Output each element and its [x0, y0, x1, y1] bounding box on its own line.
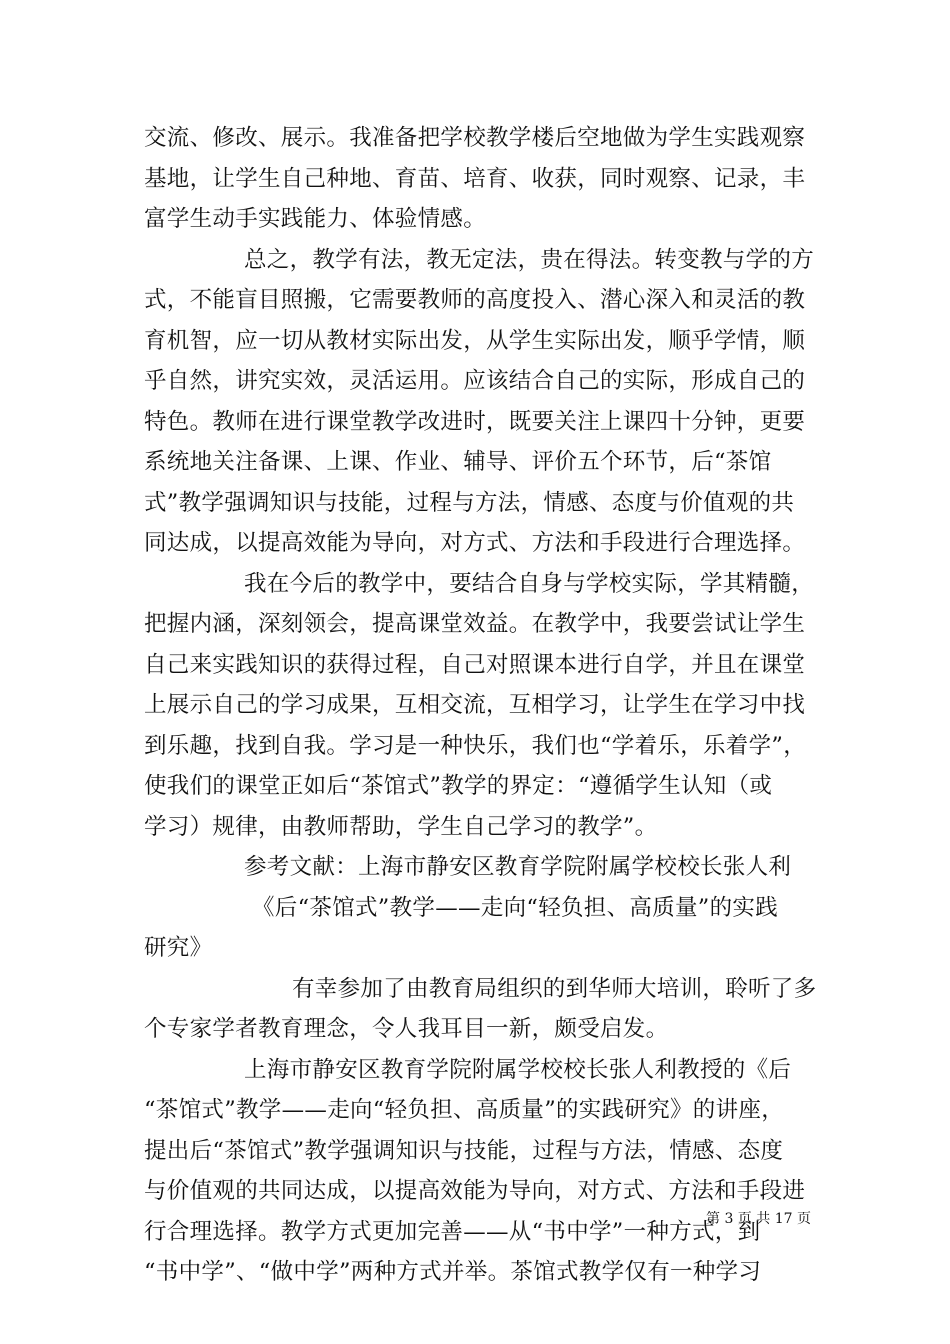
reference-line: 研究》	[144, 935, 213, 961]
text-line: “茶馆式”教学——走向“轻负担、高质量”的实践研究》的讲座，	[144, 1097, 785, 1123]
text-line: 乎自然，讲究实效，灵活运用。应该结合自己的实际，形成自己的	[144, 368, 806, 394]
text-line: 式，不能盲目照搬，它需要教师的高度投入、潜心深入和灵活的教	[144, 287, 806, 313]
page-number: 第 3 页 共 17 页	[706, 1211, 811, 1227]
text-line: 育机智，应一切从教材实际出发，从学生实际出发，顺乎学情，顺	[144, 327, 806, 354]
paragraph-practice-base	[144, 118, 810, 240]
document-body	[144, 118, 817, 1293]
text-line: 把握内涵，深刻领会，提高课堂效益。在教学中，我要尝试让学生	[144, 611, 806, 637]
paragraph-training	[144, 969, 817, 1050]
paragraph-lecture	[144, 1050, 810, 1293]
text-line: 富学生动手实践能力、体验情感。	[144, 206, 487, 232]
text-line: 学习）规律，由教师帮助，学生自己学习的教学”。	[144, 813, 658, 840]
reference-line: 《后“茶馆式”教学——走向“轻负担、高质量”的实践	[252, 894, 779, 921]
text-line: 总之，教学有法，教无定法，贵在得法。转变教与学的方	[244, 246, 815, 273]
text-line: 行合理选择。教学方式更加完善——从“书中学”一种方式，到	[144, 1218, 761, 1245]
paragraph-future-teaching	[144, 564, 815, 848]
text-line: 上海市静安区教育学院附属学校校长张人利教授的《后	[244, 1056, 792, 1083]
text-line: 基地，让学生自己种地、育苗、培育、收获，同时观察、记录，丰	[144, 165, 806, 192]
text-line: 提出后“茶馆式”教学强调知识与技能，过程与方法，情感、态度	[144, 1137, 784, 1164]
text-line: 式”教学强调知识与技能，过程与方法，情感、态度与价值观的共	[144, 489, 795, 516]
text-line: 特色。教师在进行课堂教学改进时，既要关注上课四十分钟，更要	[144, 408, 806, 435]
text-line: 与价值观的共同达成，以提高效能为导向，对方式、方法和手段进	[144, 1178, 806, 1204]
text-line: 交流、修改、展示。我准备把学校教学楼后空地做为学生实践观察	[144, 125, 806, 151]
references	[144, 847, 810, 969]
text-line: 自己来实践知识的获得过程，自己对照课本进行自学，并且在课堂	[144, 651, 806, 678]
text-line: 有幸参加了由教育局组织的到华师大培训，聆听了多	[292, 975, 817, 1002]
paragraph-summary	[144, 240, 815, 564]
text-line: 到乐趣，找到自我。学习是一种快乐，我们也“学着乐，乐着学”，	[144, 732, 807, 759]
text-line: 同达成，以提高效能为导向，对方式、方法和手段进行合理选择。	[144, 530, 806, 556]
text-line: 系统地关注备课、上课、作业、辅导、评价五个环节，后“茶馆	[144, 449, 772, 475]
reference-line: 参考文献：上海市静安区教育学院附属学校校长张人利	[244, 854, 792, 880]
text-line: 使我们的课堂正如后“茶馆式”教学的界定：“遵循学生认知（或	[144, 773, 773, 799]
text-line: “书中学”、“做中学”两种方式并举。茶馆式教学仅有一种学习	[144, 1259, 762, 1285]
text-line: 我在今后的教学中，要结合自身与学校实际，学其精髓，	[244, 570, 815, 597]
text-line: 上展示自己的学习成果，互相交流，互相学习，让学生在学习中找	[144, 692, 806, 718]
text-line: 个专家学者教育理念，令人我耳目一新，颇受启发。	[144, 1016, 669, 1042]
